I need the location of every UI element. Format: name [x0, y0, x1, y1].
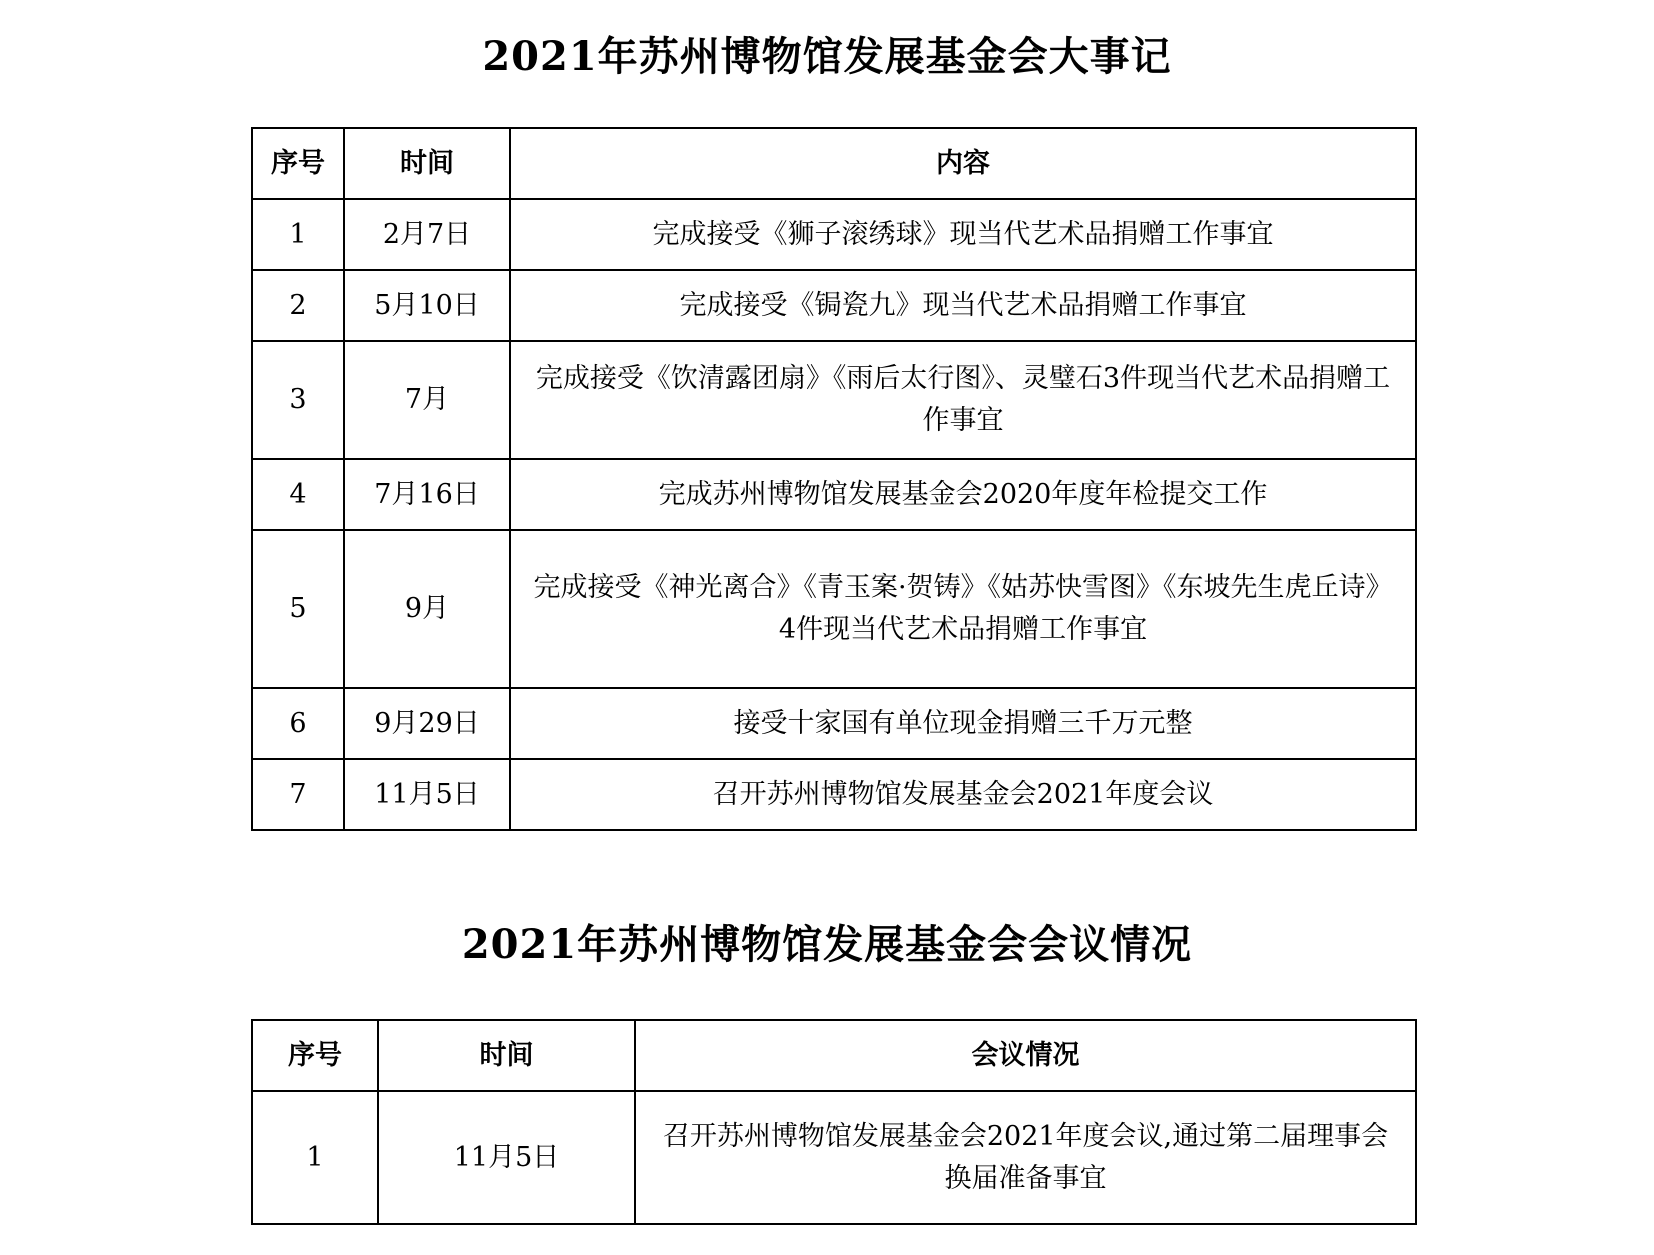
table-row — [252, 270, 1416, 341]
events-table — [251, 127, 1417, 831]
row-number: 6 — [252, 688, 344, 759]
table-row — [252, 459, 1416, 530]
table-row — [252, 688, 1416, 759]
row-content: 完成接受《神光离合》《青玉案·贺铸》《姑苏快雪图》《东坡先生虎丘诗》4件现当代艺术品捐赠工作事宜 — [510, 530, 1416, 688]
row-date: 11月5日 — [378, 1091, 635, 1224]
row-date: 9月 — [344, 530, 510, 688]
row-content: 完成接受《锔瓷九》现当代艺术品捐赠工作事宜 — [510, 270, 1416, 341]
table-row — [252, 1091, 1416, 1224]
table-row — [252, 341, 1416, 459]
meetings-title: 2021年苏州博物馆发展基金会会议情况 — [461, 921, 1193, 968]
column-header-date: 时间 — [344, 128, 510, 199]
row-content: 完成接受《狮子滚绣球》现当代艺术品捐赠工作事宜 — [510, 199, 1416, 270]
row-content: 召开苏州博物馆发展基金会2021年度会议 — [510, 759, 1416, 830]
table-row — [252, 530, 1416, 688]
row-date: 2月7日 — [344, 199, 510, 270]
row-number: 1 — [252, 199, 344, 270]
events-title: 2021年苏州博物馆发展基金会大事记 — [482, 33, 1172, 80]
row-number: 5 — [252, 530, 344, 688]
column-header-date: 时间 — [378, 1020, 635, 1091]
row-number: 2 — [252, 270, 344, 341]
row-number: 3 — [252, 341, 344, 459]
row-date: 9月29日 — [344, 688, 510, 759]
table-header-row — [252, 1020, 1416, 1091]
row-date: 7月 — [344, 341, 510, 459]
row-date: 5月10日 — [344, 270, 510, 341]
meetings-table — [251, 1019, 1417, 1225]
row-number: 4 — [252, 459, 344, 530]
column-header-meeting: 会议情况 — [635, 1020, 1416, 1091]
row-content: 召开苏州博物馆发展基金会2021年度会议,通过第二届理事会换届准备事宜 — [635, 1091, 1416, 1224]
table-row — [252, 759, 1416, 830]
table-row — [252, 199, 1416, 270]
row-date: 11月5日 — [344, 759, 510, 830]
row-content: 完成接受《饮清露团扇》《雨后太行图》、灵璧石3件现当代艺术品捐赠工作事宜 — [510, 341, 1416, 459]
row-date: 7月16日 — [344, 459, 510, 530]
table-header-row — [252, 128, 1416, 199]
row-number: 1 — [252, 1091, 378, 1224]
row-content: 接受十家国有单位现金捐赠三千万元整 — [510, 688, 1416, 759]
row-number: 7 — [252, 759, 344, 830]
column-header-no: 序号 — [252, 1020, 378, 1091]
column-header-no: 序号 — [252, 128, 344, 199]
column-header-content: 内容 — [510, 128, 1416, 199]
row-content: 完成苏州博物馆发展基金会2020年度年检提交工作 — [510, 459, 1416, 530]
